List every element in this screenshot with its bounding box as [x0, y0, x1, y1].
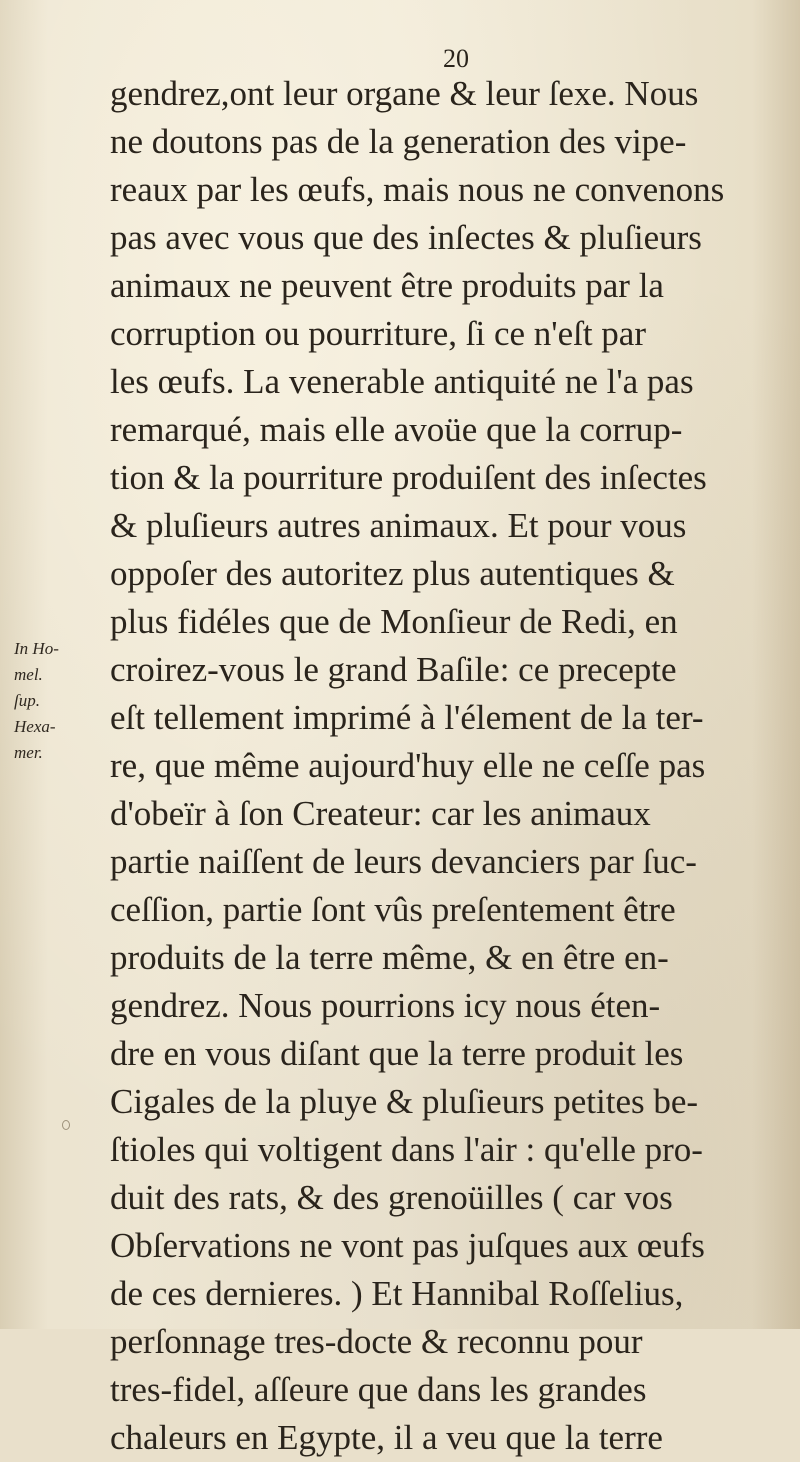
text-line: re, que même aujourd'huy elle ne ceſſe pas — [110, 746, 706, 785]
text-line: d'obeïr à ſon Createur: car les animaux — [110, 794, 651, 833]
text-line: plus fidéles que de Monſieur de Redi, en — [110, 602, 678, 641]
margin-note-line: ſup. — [14, 691, 40, 710]
text-line: ceſſion, partie ſont vûs preſentement être — [110, 890, 676, 929]
margin-note-line: In Ho- — [14, 639, 59, 658]
text-line: Cigales de la pluye & pluſieurs petites be- — [110, 1082, 699, 1121]
text-line: chaleurs en Egypte, il a veu que la terre — [110, 1418, 663, 1457]
text-line: reaux par les œufs, mais nous ne convenons — [110, 170, 725, 209]
text-line: gendrez,ont leur organe & leur ſexe. Nous — [110, 74, 699, 113]
page-number: 20 — [443, 44, 469, 73]
text-line: tion & la pourriture produiſent des inſectes — [110, 458, 707, 497]
text-line: croirez-vous le grand Baſile: ce precepte — [110, 650, 677, 689]
text-line: pas avec vous que des inſectes & pluſieurs — [110, 218, 702, 257]
text-line: duit des rats, & des grenoüilles ( car vos — [110, 1178, 673, 1217]
text-line: ne doutons pas de la generation des vipe- — [110, 122, 687, 161]
text-line: eſt tellement imprimé à l'élement de la ter- — [110, 698, 704, 737]
body-text — [110, 70, 780, 1462]
text-line: animaux ne peuvent être produits par la — [110, 266, 664, 305]
text-line: gendrez. Nous pourrions icy nous éten- — [110, 986, 661, 1025]
text-line: oppoſer des autoritez plus autentiques & — [110, 554, 675, 593]
margin-note-line: mer. — [14, 743, 43, 762]
margin-note — [14, 636, 104, 766]
text-line: perſonnage tres-docte & reconnu pour — [110, 1322, 643, 1361]
text-line: partie naiſſent de leurs devanciers par ſuc- — [110, 842, 697, 881]
text-line: & pluſieurs autres animaux. Et pour vous — [110, 506, 687, 545]
margin-note-line: mel. — [14, 665, 43, 684]
text-line: corruption ou pourriture, ſi ce n'eſt par — [110, 314, 646, 353]
text-line: ſtioles qui voltigent dans l'air : qu'elle pro- — [110, 1130, 703, 1169]
margin-note-line: Hexa- — [14, 717, 56, 736]
paper-spot — [62, 1120, 70, 1130]
text-line: tres-fidel, aſſeure que dans les grandes — [110, 1370, 647, 1409]
text-line: produits de la terre même, & en être en- — [110, 938, 669, 977]
text-line: remarqué, mais elle avoüe que la corrup- — [110, 410, 683, 449]
text-line: les œufs. La venerable antiquité ne l'a pas — [110, 362, 694, 401]
text-line: de ces dernieres. ) Et Hannibal Roſſelius, — [110, 1274, 684, 1313]
text-line: Obſervations ne vont pas juſques aux œufs — [110, 1226, 705, 1265]
text-line: dre en vous diſant que la terre produit les — [110, 1034, 684, 1073]
